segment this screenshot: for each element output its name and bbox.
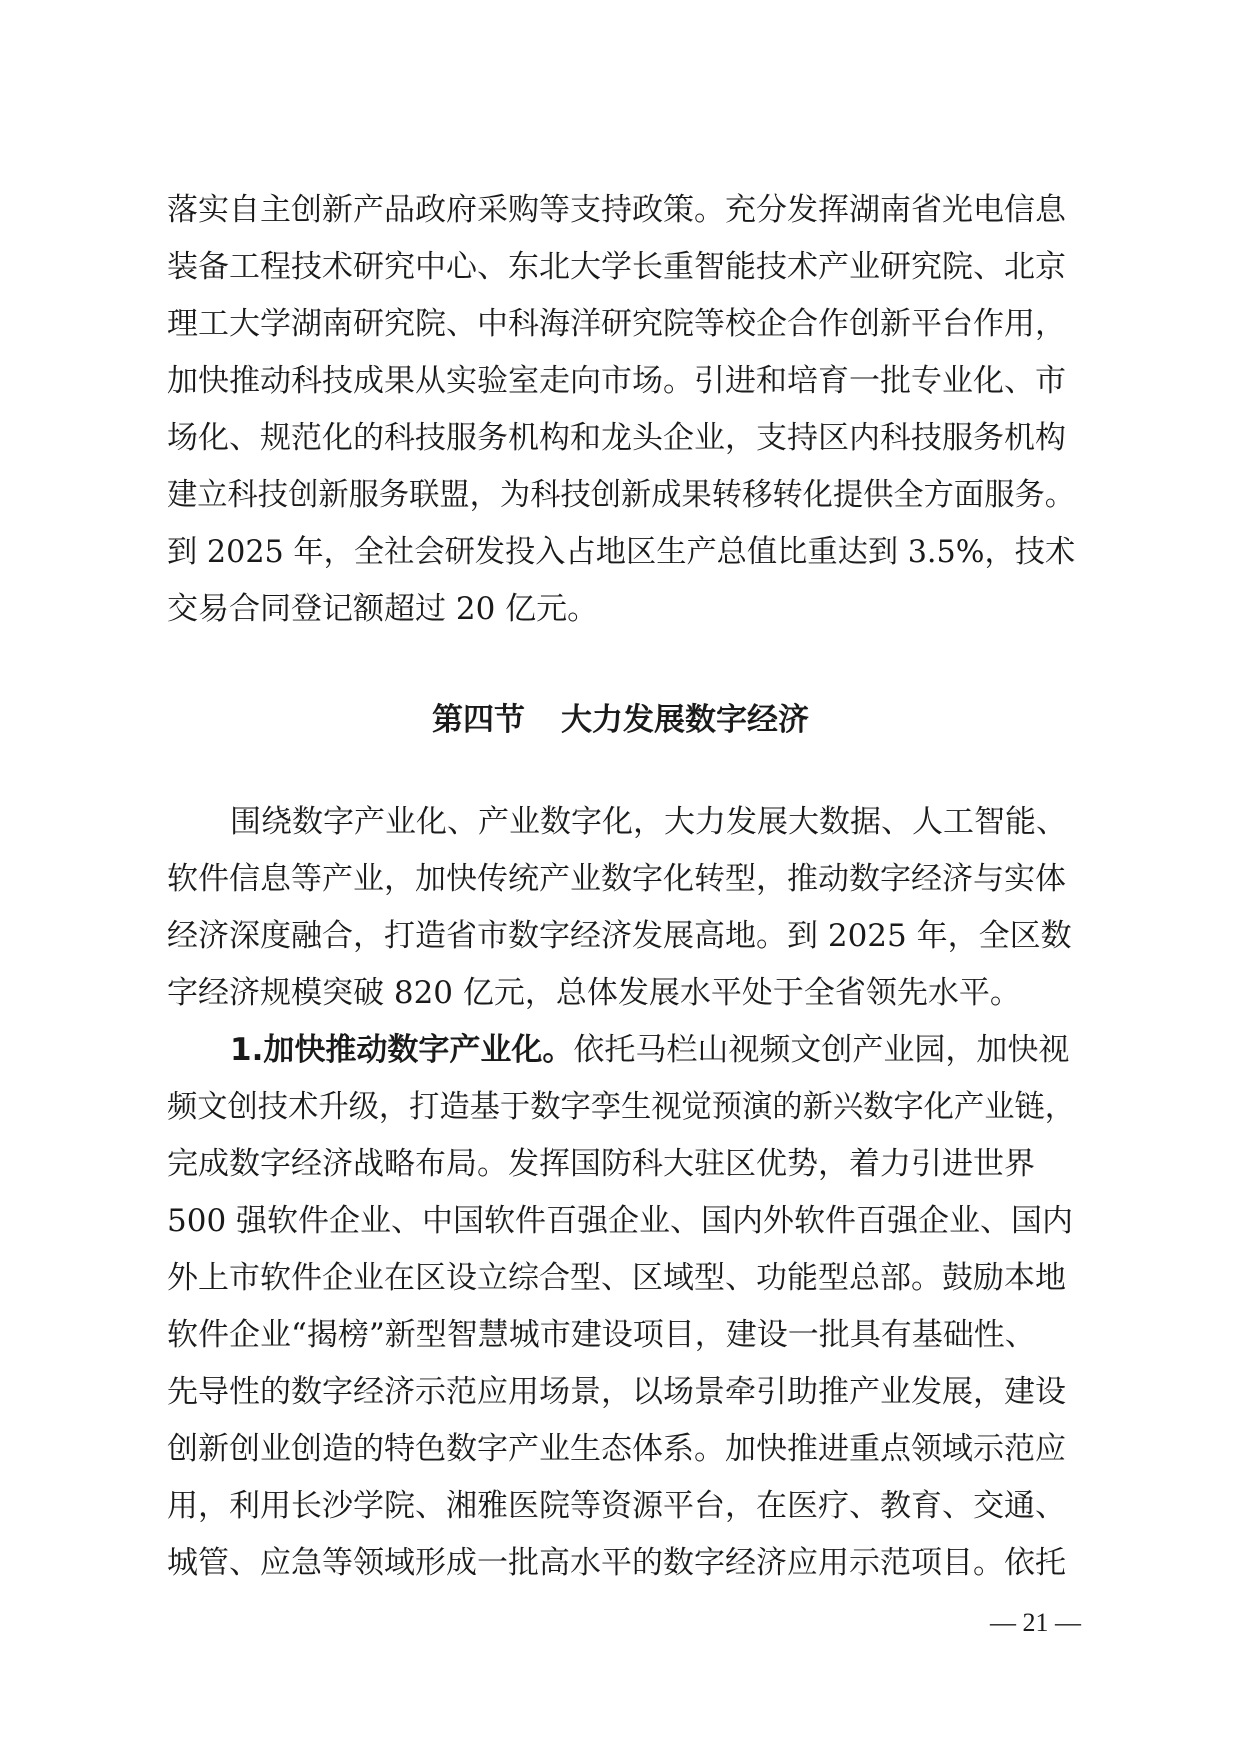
paragraph-line: 场化、规范化的科技服务机构和龙头企业，支持区内科技服务机构 bbox=[167, 420, 1066, 456]
paragraph-line: 软件企业“揭榜”新型智慧城市建设项目，建设一批具有基础性、 bbox=[167, 1317, 1036, 1353]
section-number: 第四节 bbox=[432, 702, 525, 738]
paragraph-line: 加快推动科技成果从实验室走向市场。引进和培育一批专业化、市 bbox=[167, 363, 1066, 399]
paragraph-line: 到 2025 年，全社会研发投入占地区生产总值比重达到 3.5%，技术 bbox=[167, 534, 1076, 570]
paragraph-line: 城管、应急等领域形成一批高水平的数字经济应用示范项目。依托 bbox=[167, 1545, 1066, 1581]
paragraph-line: 创新创业创造的特色数字产业生态体系。加快推进重点领域示范应 bbox=[167, 1431, 1066, 1467]
paragraph-line: 用，利用长沙学院、湘雅医院等资源平台，在医疗、教育、交通、 bbox=[167, 1488, 1066, 1524]
subsection-lead: 1.加快推动数字产业化。 bbox=[230, 1032, 574, 1068]
paragraph-line: 交易合同登记额超过 20 亿元。 bbox=[167, 591, 599, 627]
paragraph-line: 字经济规模突破 820 亿元，总体发展水平处于全省领先水平。 bbox=[167, 975, 1021, 1011]
paragraph-line: 完成数字经济战略布局。发挥国防科大驻区优势，着力引进世界 bbox=[167, 1146, 1035, 1182]
paragraph-line: 1.加快推动数字产业化。依托马栏山视频文创产业园，加快视 bbox=[230, 1032, 1070, 1068]
paragraph-line: 外上市软件企业在区设立综合型、区域型、功能型总部。鼓励本地 bbox=[167, 1260, 1066, 1296]
paragraph-line: 先导性的数字经济示范应用场景，以场景牵引助推产业发展，建设 bbox=[167, 1374, 1066, 1410]
paragraph-line: 理工大学湖南研究院、中科海洋研究院等校企合作创新平台作用， bbox=[167, 306, 1066, 342]
paragraph-line: 500 强软件企业、中国软件百强企业、国内外软件百强企业、国内 bbox=[167, 1203, 1074, 1239]
paragraph-line: 围绕数字产业化、产业数字化，大力发展大数据、人工智能、 bbox=[230, 804, 1067, 840]
section-heading bbox=[0, 690, 1241, 750]
paragraph-line: 频文创技术升级，打造基于数字孪生视觉预演的新兴数字化产业链， bbox=[167, 1089, 1075, 1125]
paragraph-line: 落实自主创新产品政府采购等支持政策。充分发挥湖南省光电信息 bbox=[167, 192, 1066, 228]
page-number: — 21 — bbox=[990, 1608, 1081, 1637]
paragraph-line: 建立科技创新服务联盟，为科技创新成果转移转化提供全方面服务。 bbox=[167, 477, 1075, 513]
paragraph-line: 经济深度融合，打造省市数字经济发展高地。到 2025 年，全区数 bbox=[167, 918, 1072, 954]
paragraph-line: 软件信息等产业，加快传统产业数字化转型，推动数字经济与实体 bbox=[167, 861, 1066, 897]
section-title: 大力发展数字经济 bbox=[561, 702, 809, 738]
paragraph-line: 装备工程技术研究中心、东北大学长重智能技术产业研究院、北京 bbox=[167, 249, 1066, 285]
